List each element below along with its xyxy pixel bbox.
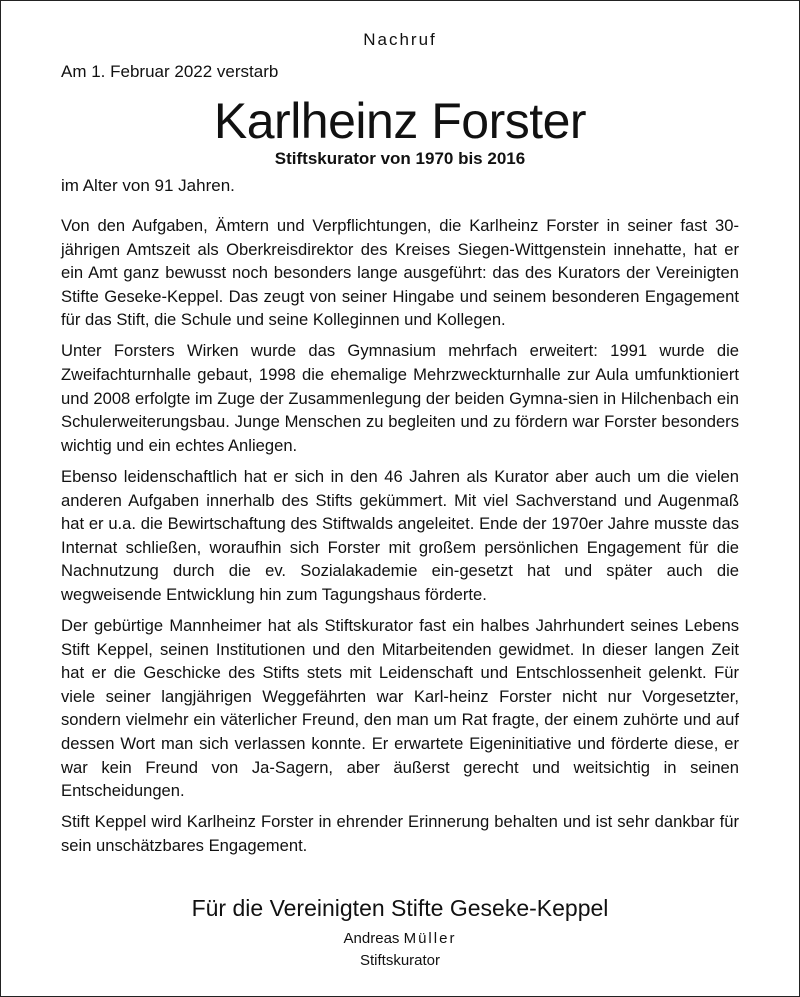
death-date-line: Am 1. Februar 2022 verstarb <box>61 62 279 81</box>
signer-first-name: Andreas <box>343 930 400 947</box>
paragraph: Unter Forsters Wirken wurde das Gymnasium mehrfach erweitert: 1991 wurde die Zweifachturnhalle gebaut, 1998 die ehemalige Mehrzweckturnhalle zur Aula umfunktioniert und 2008 erfolgte im Zuge der Zusammenlegung der beiden Gymna-sien in Hilchenbach ein Schulerweiterungsbau. Junge Menschen zu begleiten und zu fördern war Forster besonders wichtig und ein echtes Anliegen. <box>61 341 739 455</box>
paragraph: Von den Aufgaben, Ämtern und Verpflichtungen, die Karlheinz Forster in seiner fast 30-jährigen Amtszeit als Oberkreisdirektor des Kreises Siegen-Wittgenstein innehatte, hat er ein Amt ganz bewusst noch besonders lange ausgeführt: das des Kurators der Vereinigten Stifte Geseke-Keppel. Das zeugt von seiner Hingabe und seinem besonderen Engagement für das Stift, die Schule und seine Kolleginnen und Kollegen. <box>61 216 739 330</box>
organization-name: Für die Vereinigten Stifte Geseke-Keppel <box>191 895 609 921</box>
age-line: im Alter von 91 Jahren. <box>61 176 235 195</box>
signer-last-name: Müller <box>403 930 457 947</box>
signer-title: Stiftskurator <box>359 952 441 969</box>
obituary-heading: Nachruf <box>363 30 437 49</box>
deceased-name: Karlheinz Forster <box>213 93 587 149</box>
paragraph: Stift Keppel wird Karlheinz Forster in ehrender Erinnerung behalten und ist sehr dankbar für sein unschätzbares Engagement. <box>61 812 739 855</box>
paragraph: Ebenso leidenschaftlich hat er sich in den 46 Jahren als Kurator aber auch um die vielen anderen Aufgaben innerhalb des Stifts gekümmert. Mit viel Sachverstand und Augenmaß hat er u.a. die Bewirtschaftung des Stiftwalds angeleitet. Ende der 1970er Jahre musste das Internat schließen, woraufhin sich Forster mit großem persönlichen Engagement für die Nachnutzung durch die ev. Sozialakademie ein-gesetzt hat und später auch die wegweisende Entwicklung hin zum Tagungshaus förderte. <box>61 466 739 604</box>
signature-block <box>0 893 800 972</box>
deceased-role: Stiftskurator von 1970 bis 2016 <box>274 149 526 168</box>
paragraph: Der gebürtige Mannheimer hat als Stiftskurator fast ein halbes Jahrhundert seines Lebens Stift Keppel, seinen Institutionen und den Mitarbeitenden gewidmet. In dieser langen Zeit hat er die Geschicke des Stifts stets mit Leidenschaft und Entschlossenheit gelenkt. Für viele seiner langjährigen Weggefährten war Karl-heinz Forster nicht nur Vorgesetzter, sondern vielmehr ein väterlicher Freund, den man um Rat fragte, der einem zuhörte und auf dessen Wort man sich verlassen konnte. Er erwartete Eigeninitiative und förderte diese, er war kein Freund von Ja-Sagern, aber äußerst gerecht und weitsichtig in seinen Entscheidungen. <box>61 616 739 801</box>
obituary-body <box>61 214 739 865</box>
signer-name <box>0 928 800 950</box>
